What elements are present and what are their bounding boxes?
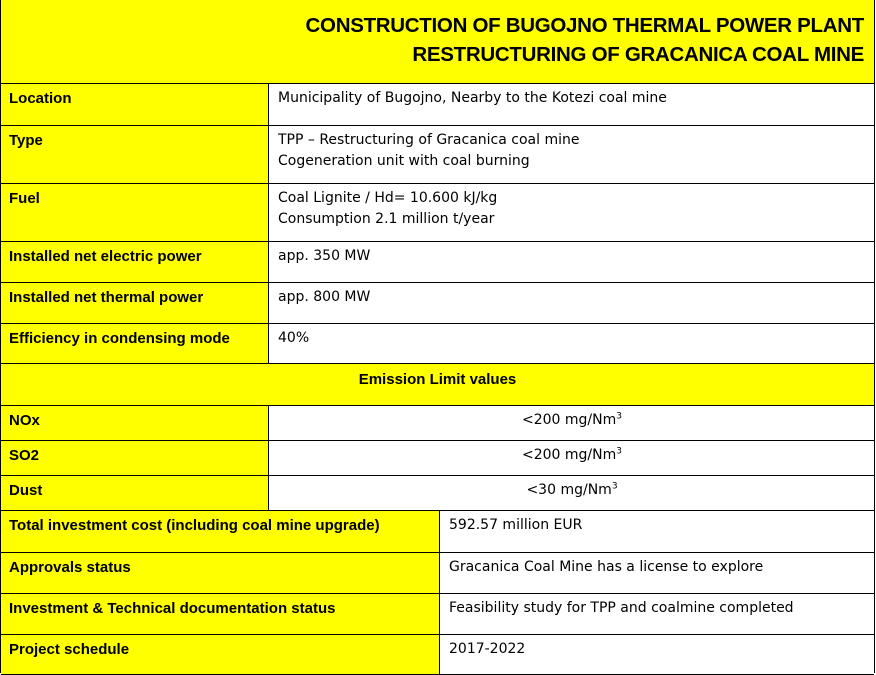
emissions-table — [1, 406, 874, 511]
project-value-documentation: Feasibility study for TPP and coalmine completed — [440, 594, 874, 635]
unit-superscript: 3 — [616, 411, 622, 422]
unit-superscript: 3 — [616, 446, 622, 457]
project-label-schedule: Project schedule — [1, 635, 440, 675]
project-label-approvals: Approvals status — [1, 553, 440, 594]
emission-value-text: <30 mg/Nm — [526, 482, 612, 498]
spec-label-type: Type — [1, 126, 269, 184]
title-line-1: CONSTRUCTION OF BUGOJNO THERMAL POWER PLANT — [305, 14, 864, 37]
spec-value-electric-power — [269, 242, 874, 283]
emission-value-text: <200 mg/Nm — [522, 412, 617, 428]
title-line-2: RESTRUCTURING OF GRACANICA COAL MINE — [412, 43, 864, 66]
spec-value-thermal-power — [269, 283, 874, 324]
emission-label-nox: NOx — [1, 406, 269, 441]
emission-label-dust: Dust — [1, 476, 269, 511]
spec-label-electric-power: Installed net electric power — [1, 242, 269, 283]
title-banner — [1, 0, 874, 84]
spec-value-efficiency — [269, 324, 874, 364]
project-label-documentation: Investment & Technical documentation status — [1, 594, 440, 635]
spec-value-line: TPP – Restructuring of Gracanica coal mine — [278, 132, 580, 148]
emission-value-nox — [269, 406, 874, 441]
spec-value-line: Consumption 2.1 million t/year — [278, 211, 495, 227]
spec-value-type — [269, 126, 874, 184]
project-value-schedule: 2017-2022 — [440, 635, 874, 675]
spec-label-location: Location — [1, 84, 269, 126]
project-label-investment: Total investment cost (including coal mine upgrade) — [1, 511, 440, 553]
emission-value-so2 — [269, 441, 874, 476]
spec-value-line: Coal Lignite / Hd= 10.600 kJ/kg — [278, 190, 498, 206]
specs-table — [1, 84, 874, 364]
unit-superscript: 3 — [611, 481, 618, 492]
emission-heading-row — [1, 364, 874, 406]
spec-value-line: Municipality of Bugojno, Nearby to the Kotezi coal mine — [278, 90, 667, 106]
spec-label-fuel: Fuel — [1, 184, 269, 242]
spec-label-efficiency: Efficiency in condensing mode — [1, 324, 269, 364]
spec-value-line: app. 800 MW — [278, 289, 371, 305]
spec-value-line: 40% — [278, 330, 310, 346]
project-value-investment: 592.57 million EUR — [440, 511, 874, 553]
spec-value-line: Cogeneration unit with coal burning — [278, 153, 530, 169]
spec-value-location — [269, 84, 874, 126]
spec-label-thermal-power: Installed net thermal power — [1, 283, 269, 324]
emission-heading: Emission Limit values — [1, 364, 874, 406]
emission-label-so2: SO2 — [1, 441, 269, 476]
emission-value-dust — [269, 476, 874, 511]
emission-value-text: <200 mg/Nm — [522, 447, 617, 463]
spec-value-line: app. 350 MW — [278, 248, 371, 264]
project-table — [1, 511, 874, 675]
project-value-approvals: Gracanica Coal Mine has a license to explore — [440, 553, 874, 594]
spec-value-fuel — [269, 184, 874, 242]
